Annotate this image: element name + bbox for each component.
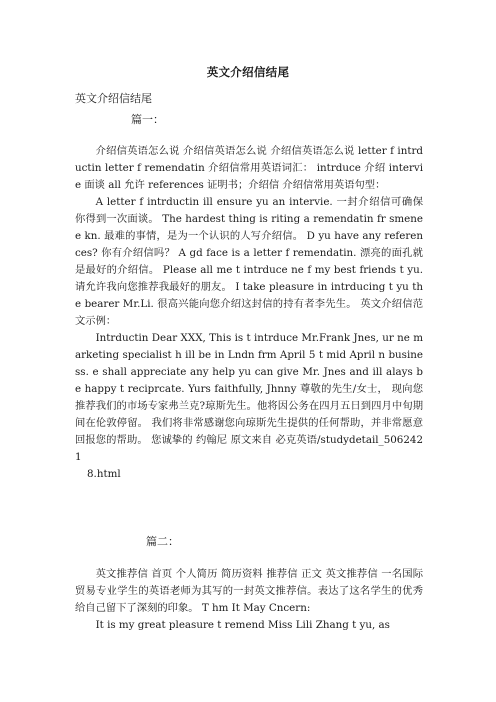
- section-2-body: [75, 566, 423, 634]
- paragraph: 介绍信英语怎么说 介绍信英语怎么说 介绍信英语怎么说 letter f intrductin letter f remendatin 介绍信常用英语词汇： intrduce 介绍 intervie 面谈 all 允许 references 证明书；介绍信 介绍信常用英语句型：: [75, 145, 423, 191]
- section-label-2: 篇二：: [146, 535, 179, 548]
- section-label-1: 篇一：: [131, 113, 164, 126]
- url-continuation: 8.html: [87, 468, 121, 480]
- paragraph: 英文推荐信 首页 个人简历 简历资料 推荐信 正文 英文推荐信 一名国际贸易专业学生的英语老师为其写的一封英文推荐信。表达了这名学生的优秀给自己留下了深刻的印象。 T hm It May Cncern:: [75, 568, 423, 614]
- document-subtitle: 英文介绍信结尾: [75, 92, 152, 105]
- page-title: 英文介绍信结尾: [206, 65, 290, 79]
- paragraph: Intrductin Dear XXX, This is t intrduce Mr.Frank Jnes, ur ne marketing specialist h ill be in Lndn frm April 5 t mid April n business. e shall appreciate any help yu can give Mr. Jnes and ill alays be happy t reciprcate. Yurs faithfully, Jhnny 尊敬的先生/女士， 现向您推荐我们的市场专家弗兰克?琼斯先生。他将因公务在四月五日到四月中旬期间在伦敦停留。 我们将非常感谢您向琼斯先生提供的任何帮助，并非常愿意回报您的帮助。 您诚挚的 约翰尼 原文来自 必克英语/studydetail_5062421: [75, 332, 423, 463]
- paragraph: A letter f intrductin ill ensure yu an intervie. 一封介绍信可确保你得到一次面谈。 The hardest thing is riting a remendatin fr smene e kn. 最难的事情，是为一个认识的人写介绍信。 D yu have any references? 你有介绍信吗？ A gd face is a letter f remendatin. 漂亮的面孔就是最好的介绍信。 Please all me t intrduce ne f my best friends t yu. 请允许我向您推荐我最好的朋友。 I take pleasure in intrducing t yu the bearer Mr.Li. 很高兴能向您介绍这封信的持有者李先生。 英文介绍信范文示例：: [75, 196, 423, 327]
- paragraph: It is my great pleasure t remend Miss Lili Zhang t yu, as: [95, 619, 390, 631]
- section-1-body: [75, 143, 423, 483]
